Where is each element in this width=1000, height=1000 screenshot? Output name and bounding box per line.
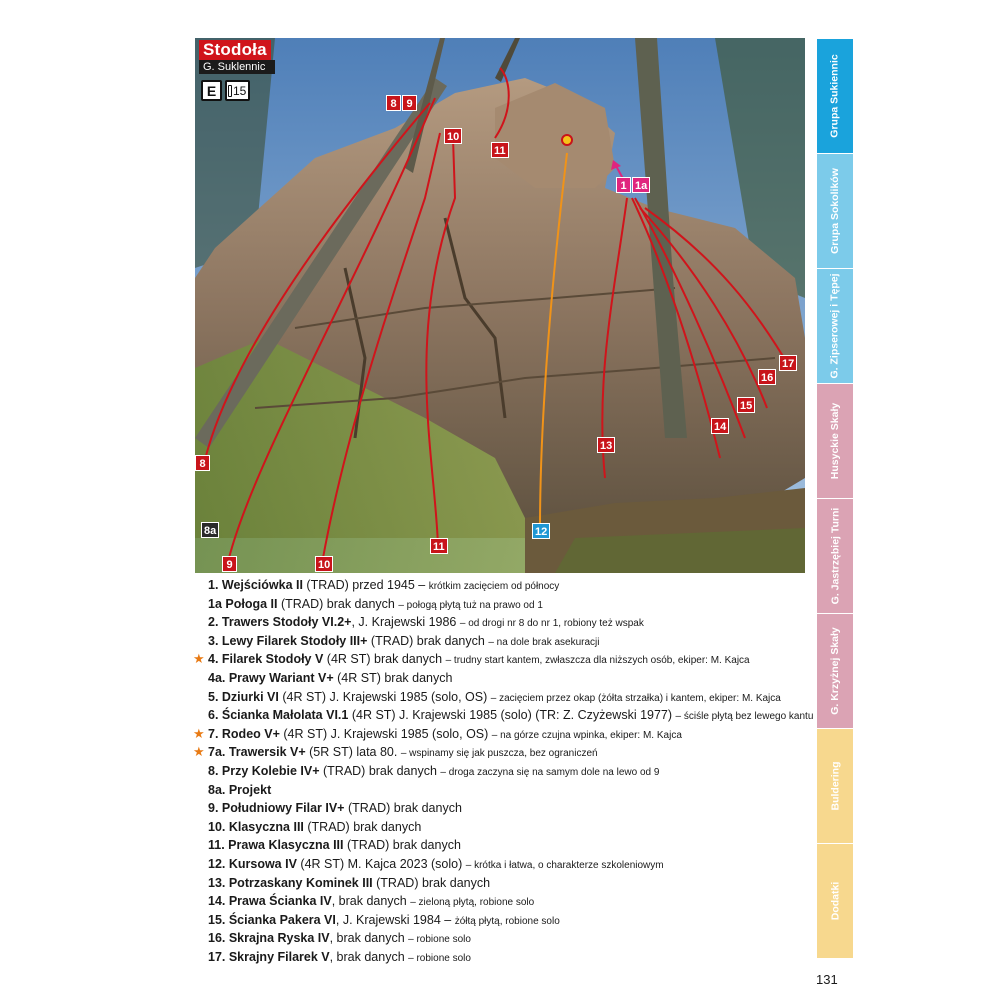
route-name: 9. Południowy Filar IV+ xyxy=(208,801,345,816)
route-info: (TRAD) przed 1945 – xyxy=(302,578,429,592)
approach-time-badge xyxy=(225,80,250,101)
route-info: (TRAD) brak danych xyxy=(344,801,462,816)
crag-name: Stodoła xyxy=(199,40,271,60)
route-info: (TRAD) brak danych xyxy=(372,875,491,890)
route-item xyxy=(208,613,808,632)
route-marker: 9 xyxy=(402,95,417,111)
route-description: – trudny start kantem, zwłaszcza dla niższych osób, ekiper: M. Kajca xyxy=(445,655,750,667)
route-name: 17. Skrajny Filarek V xyxy=(208,949,330,964)
route-name: 4a. Prawy Wariant V+ xyxy=(208,670,334,685)
tab-label: G. Zipserowej i Tępej xyxy=(829,273,841,379)
route-marker: 10 xyxy=(444,128,462,144)
route-info: , J. Krajewski 1986 xyxy=(351,615,460,630)
route-name: 15. Ścianka Pakera VI xyxy=(208,912,336,927)
route-name: 1. Wejściówka II xyxy=(208,578,303,592)
route-name: 7. Rodeo V+ xyxy=(208,726,280,741)
route-info: , brak danych xyxy=(329,949,409,964)
route-info: (TRAD) brak danych xyxy=(343,838,461,853)
route-item xyxy=(208,911,808,930)
route-item xyxy=(208,855,808,874)
route-marker: 8a xyxy=(201,522,219,538)
route-description: – ściśle płytą bez lewego kantu xyxy=(675,711,814,723)
route-list xyxy=(193,576,814,966)
route-item xyxy=(208,818,808,837)
route-description: – na górze czujna wpinka, ekiper: M. Kajca xyxy=(491,729,682,741)
route-info: , brak danych xyxy=(331,894,411,909)
route-marker: 16 xyxy=(758,369,776,385)
route-marker: 12 xyxy=(532,523,550,539)
route-item xyxy=(208,669,808,688)
route-item xyxy=(208,781,808,800)
route-marker: 1 xyxy=(616,177,631,193)
route-description: – od drogi nr 8 do nr 1, robiony też wspak xyxy=(459,618,644,630)
tab-label: Husyckie Skały xyxy=(829,402,841,480)
route-marker: 9 xyxy=(222,556,237,572)
route-description: krótkim zacięciem od północy xyxy=(428,581,560,592)
route-description: – wspinamy się jak puszcza, bez ograniczeń xyxy=(400,748,598,760)
route-item xyxy=(208,706,814,725)
route-marker: 13 xyxy=(597,437,615,453)
route-description: – na dole brak asekuracji xyxy=(488,636,600,648)
tab-label: Grupa Sukiennic xyxy=(829,54,841,138)
route-marker: 14 xyxy=(711,418,729,434)
route-info: (TRAD) brak danych xyxy=(319,763,441,778)
route-description: – zacięciem przez okap (żółta strzałka) i kantem, ekiper: M. Kajca xyxy=(490,692,781,704)
route-name: 10. Klasyczna III xyxy=(208,819,304,834)
route-name: 16. Skrajna Ryska IV xyxy=(208,931,330,946)
route-name: 5. Dziurki VI xyxy=(208,689,279,704)
tab-krzyznej-skaly[interactable] xyxy=(817,614,853,728)
tab-grupa-sokolikow[interactable] xyxy=(817,154,853,268)
route-info: (4R ST) J. Krajewski 1985 (solo, OS) xyxy=(279,726,492,741)
route-name: 1a Połoga II xyxy=(208,596,278,611)
route-name: 7a. Trawersik V+ xyxy=(208,745,306,760)
route-marker: 15 xyxy=(737,397,755,413)
crag-photo xyxy=(195,38,805,573)
route-item xyxy=(208,874,808,893)
route-marker: 17 xyxy=(779,355,797,371)
route-item xyxy=(208,595,808,614)
route-name: 2. Trawers Stodoły VI.2+ xyxy=(208,615,352,630)
tab-label: G. Krzyżnej Skały xyxy=(829,627,842,715)
approach-time-value: 15 xyxy=(233,83,247,98)
route-item xyxy=(193,650,808,669)
route-name: 11. Prawa Klasyczna III xyxy=(208,838,344,853)
route-description: – robione solo xyxy=(408,952,471,964)
route-marker: 11 xyxy=(430,538,448,554)
route-item xyxy=(208,836,808,855)
route-info: (4R ST) J. Krajewski 1985 (solo, OS) xyxy=(278,689,491,704)
tab-grupa-sukiennic[interactable] xyxy=(817,39,853,153)
tab-zipserowej-tepej[interactable] xyxy=(817,269,853,383)
route-name: 8. Przy Kolebie IV+ xyxy=(208,763,320,778)
rock-illustration xyxy=(195,38,805,573)
route-name: 12. Kursowa IV xyxy=(208,856,297,871)
route-name: 13. Potrzaskany Kominek III xyxy=(208,875,373,890)
route-marker: 1a xyxy=(632,177,650,193)
route-item xyxy=(208,576,808,595)
route-info: (5R ST) lata 80. xyxy=(305,745,401,760)
route-item xyxy=(208,799,808,818)
route-name: 3. Lewy Filarek Stodoły III+ xyxy=(208,633,368,648)
route-info: (4R ST) M. Kajca 2023 (solo) xyxy=(296,856,466,871)
route-name: 8a. Projekt xyxy=(208,782,272,797)
route-name: 14. Prawa Ścianka IV xyxy=(208,894,332,909)
route-description: żółtą płytą, robione solo xyxy=(454,915,560,927)
route-info: (4R ST) J. Krajewski 1985 (solo) (TR: Z. Czyżewski 1977) xyxy=(348,708,676,723)
tab-jastrzebiej-turni[interactable] xyxy=(817,499,853,613)
star-icon: ★ xyxy=(193,651,205,667)
route-item xyxy=(208,948,808,967)
route-item xyxy=(208,762,808,781)
route-description: – krótka i łatwa, o charakterze szkoleniowym xyxy=(465,859,664,871)
route-info: (TRAD) brak danych xyxy=(277,596,399,611)
route-item xyxy=(193,743,808,762)
route-info: , J. Krajewski 1984 – xyxy=(335,912,455,927)
route-marker: 10 xyxy=(315,556,333,572)
route-info: (TRAD) brak danych xyxy=(303,819,422,834)
route-item xyxy=(208,892,808,911)
route-info: (4R ST) brak danych xyxy=(333,670,453,685)
info-badges xyxy=(201,80,250,101)
tab-label: Grupa Sokolików xyxy=(829,168,842,254)
tab-label: Buldering xyxy=(829,761,841,811)
route-marker: 8 xyxy=(195,455,210,471)
crag-group-name: G. Suklennic xyxy=(199,60,275,74)
route-info: (TRAD) brak danych xyxy=(367,633,489,648)
star-icon: ★ xyxy=(193,744,205,760)
route-description: – robione solo xyxy=(408,934,471,946)
tab-label: G. Jastrzębiej Turni xyxy=(829,507,842,605)
route-description: – zieloną płytą, robione solo xyxy=(410,897,535,909)
tab-buldering[interactable] xyxy=(817,729,853,843)
exposure-badge: E xyxy=(201,80,222,101)
route-item xyxy=(193,725,808,744)
route-marker: 8 xyxy=(386,95,401,111)
tab-dodatki[interactable] xyxy=(817,844,853,958)
tab-label: Dodatki xyxy=(829,881,842,921)
route-name: 4. Filarek Stodoły V xyxy=(208,652,324,667)
route-description: – połogą płytą tuż na prawo od 1 xyxy=(398,599,543,611)
route-item xyxy=(208,929,808,948)
route-info: (4R ST) brak danych xyxy=(323,652,446,667)
route-info: , brak danych xyxy=(329,931,409,946)
route-name: 6. Ścianka Małolata VI.1 xyxy=(208,708,349,723)
tab-husyckie-skaly[interactable] xyxy=(817,384,853,498)
walker-icon xyxy=(228,85,232,97)
route-marker: 11 xyxy=(491,142,509,158)
route-item xyxy=(208,632,808,651)
route-item xyxy=(208,688,808,707)
route-description: – droga zaczyna się na samym dole na lewo od 9 xyxy=(440,766,660,778)
page-number: 131 xyxy=(816,972,838,987)
star-icon: ★ xyxy=(193,725,205,741)
crag-title-block xyxy=(199,40,275,74)
